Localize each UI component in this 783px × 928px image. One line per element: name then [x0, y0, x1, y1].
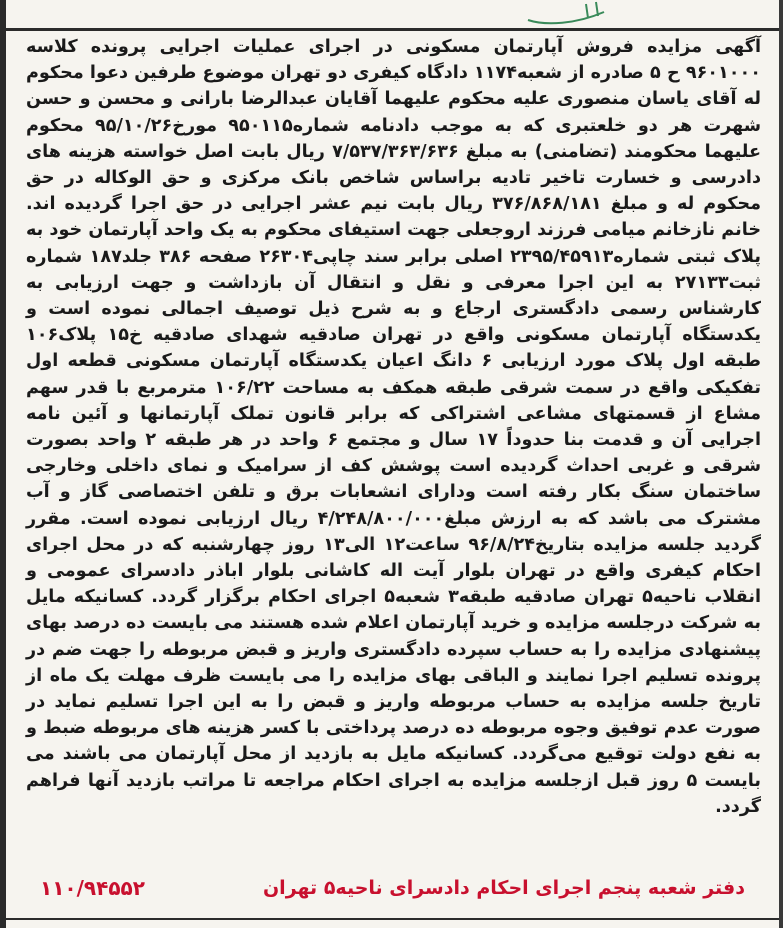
notice-body: آگهی مزایده فروش آپارتمان مسکونی در اجرای عملیات اجرایی پرونده کلاسه ۹۶۰۱۰۰۰ ح ۵ صادره از شعبه۱۱۷۴ دادگاه کیفری دو تهران موضوع طرفین دعوا محکوم له آقای یاسان منصوری علیه محکوم علیهما آقایان عبدالرضا بارانی و محسن و حسن شهرت هر دو خلعتبری که به موجب دادنامه شماره۹۵۰۱۱۵ مورخ۹۵/۱۰/۲۶ محکوم علیهما محکومند (تضامنی) به مبلغ ۷/۵۳۷/۳۶۳/۶۳۶ ریال بابت اصل خواسته هزینه های دادرسی و خسارت تاخیر تادیه براساس شاخص بانک مرکزی و حق الوکاله در حق محکوم له و مبلغ ۳۷۶/۸۶۸/۱۸۱ ریال بابت نیم عشر اجرایی در حق اجرا گردیده اند. خانم نازخانم میامی فرزند اروجعلی جهت استیفای محکوم به یک واحد آپارتمان خود به پلاک ثبتی شماره۲۳۹۵/۴۵۹۱۳ اصلی برابر سند چاپی۲۶۳۰۴ صفحه ۳۸۶ جلد۱۸۷ شماره ثبت۲۷۱۳۳ به این اجرا معرفی و نقل و انتقال آن بازداشت و جهت ارزیابی به کارشناس رسمی دادگستری ارجاع و به شرح ذیل توصیف اجمالی نموده است و یکدستگاه آپارتمان مسکونی واقع در تهران صادقیه شهدای صادقیه خ۱۵ پلاک۱۰۶ طبقه اول پلاک مورد ارزیابی ۶ دانگ اعیان یکدستگاه آپارتمان مسکونی قطعه اول تفکیکی واقع در سمت شرقی طبقه همکف به مساحت ۱۰۶/۲۲ مترمربع با قدر سهم مشاع از قسمتهای مشاعی اشتراکی که برابر قانون تملک آپارتمانها و آئین نامه اجرایی آن و قدمت بنا حدوداً ۱۷ سال و مجتمع ۶ واحد در هر طبقه ۲ واحد بصورت شرقی و غربی احداث گردیده است پوشش کف از سرامیک و نمای داخلی وخارجی ساختمان سنگ بکار رفته است ودارای انشعابات برق و تلفن اختصاصی گاز و آب مشترک می باشد که به ارزش مبلغ۴/۲۴۸/۸۰۰/۰۰۰ ریال ارزیابی نموده است. مقرر گردید جلسه مزایده بتاریخ۹۶/۸/۲۴ ساعت۱۲ الی۱۳ روز چهارشنبه که در محل اجرای احکام کیفری واقع در تهران بلوار آیت اله کاشانی بلوار اباذر دادسرای عمومی و انقلاب ناحیه۵ تهران صادقیه طبقه۳ شعبه۵ اجرای احکام برگزار گردد. کسانیکه مایل به شرکت درجلسه مزایده و خرید آپارتمان اعلام شده هستند می بایست ده درصد بهای پیشنهادی مزایده را به حساب سپرده دادگستری واریز و قبض مربوطه را جهت ضم در پرونده تسلیم اجرا نمایند و الباقی بهای مزایده را می بایست ظرف مهلت یک ماه از تاریخ جلسه مزایده به حساب مربوطه واریز و قبض را به این اجرا تسلیم نماید در صورت عدم توفیق وجوه مربوطه ده درصد پرداختی با کسر هزینه های مربوطه ضبط و به نفع دولت توقیع می‌گردد. کسانیکه مایل به بازدید از محل آپارتمان می باشند می بایست ۵ روز قبل ازجلسه مزایده به اجرای احکام مراجعه تا مراتب بازدید آنها فراهم گردد. — [26, 37, 762, 817]
bottom-border — [6, 918, 779, 928]
issuing-office: دفتر شعبه پنجم اجرای احکام دادسرای ناحیه۵ تهران — [262, 877, 745, 899]
notice-footer — [40, 870, 745, 906]
pen-scribble — [526, 0, 616, 26]
notice-code: ۱۱۰/۹۴۵۵۲ — [40, 876, 145, 900]
top-border — [6, 0, 779, 31]
